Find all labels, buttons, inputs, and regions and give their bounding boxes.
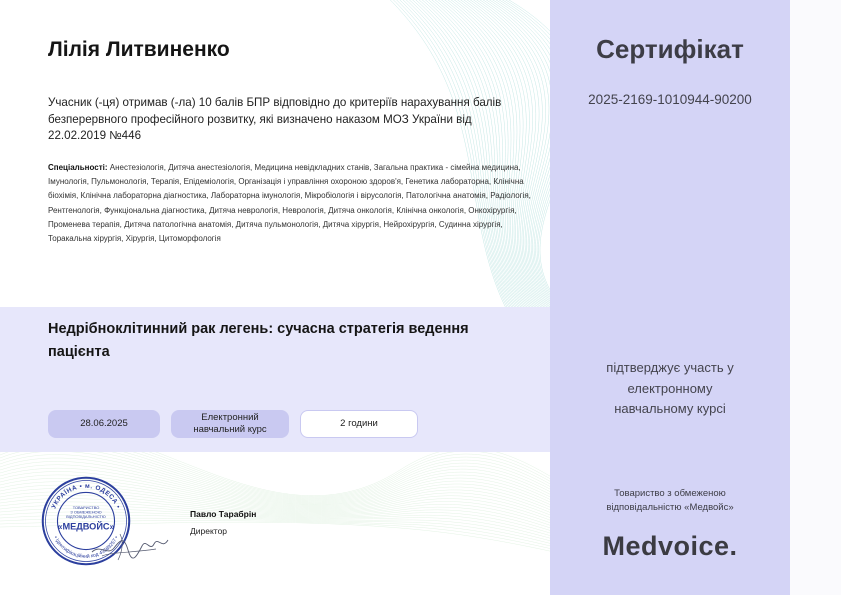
- recipient-intro-text: Учасник (-ця) отримав (-ла) 10 балів БПР відповідно до критеріїв нарахування балів безперервного професійного розвитку, які визначено наказом МОЗ України від 22.02.2019 №446: [48, 96, 502, 142]
- signatory-role: Директор: [190, 526, 228, 536]
- course-format-badge: [171, 410, 289, 438]
- course-title: Недрібноклітинний рак легень: сучасна стратегія ведення пацієнта: [48, 321, 469, 360]
- seal-inner-text-1: ТОВАРИСТВО: [72, 505, 100, 511]
- medvoice-logo: Medvoice.: [602, 531, 738, 561]
- specialties-label: Спеціальності:: [48, 163, 108, 172]
- seal-inner-text-2: З ОБМЕЖЕНОЮ: [70, 509, 102, 515]
- course-duration-badge: 2 години: [300, 410, 418, 438]
- course-date-badge: 28.06.2025: [48, 410, 160, 438]
- specialties-text: [48, 161, 533, 246]
- seal-center-text: «МЕДВОЙС»: [57, 521, 115, 532]
- certificate-title: Сертифікат: [596, 34, 744, 64]
- seal-inner-text-3: ВІДПОВІДАЛЬНІСТЮ: [66, 514, 106, 520]
- confirmation-text: підтверджує участь у електронному навчальному курсі: [606, 360, 734, 416]
- specialties-list: Анестезіологія, Дитяча анестезіологія, Медицина невідкладних станів, Загальна практика - сімейна медицина, Імунологія, Пульмонологія, Терапія, Епідеміологія, Організація і управління охороною здоров'я, Генетика лабораторна, Клінічна біохімія, Клінічна лабораторна діагностика, Лабораторна імунологія, Мікробіологія і вірусологія, Патологічна анатомія, Радіологія, Рентгенологія, Функціональна діагностика, Дитяча неврологія, Неврологія, Дитяча онкологія, Клінічна онкологія, Онкохірургія, Променева терапія, Дитяча патологічна анатомія, Дитяча пульмонологія, Дитяча хірургія, Нейрохірургія, Судинна хірургія, Торакальна хірургія, Хірургія, Цитоморфологія: [48, 163, 531, 244]
- certificate-id: 2025-2169-1010944-90200: [588, 92, 752, 107]
- seal-ring-top-text: УКРАЇНА • м. ОДЕСА •: [50, 482, 122, 510]
- director-signature: [90, 522, 170, 564]
- signatory-name: Павло Тарабрін: [190, 509, 257, 519]
- page-edge-strip: [790, 0, 841, 595]
- course-format-label: Електронний навчальний курс: [193, 412, 267, 435]
- seal-ring-bottom-text: • Ідентифікаційний код 43589257 •: [52, 535, 120, 560]
- company-name: Товариство з обмеженою відповідальністю «Медвойс»: [606, 488, 734, 513]
- recipient-name: Лілія Литвиненко: [48, 38, 230, 61]
